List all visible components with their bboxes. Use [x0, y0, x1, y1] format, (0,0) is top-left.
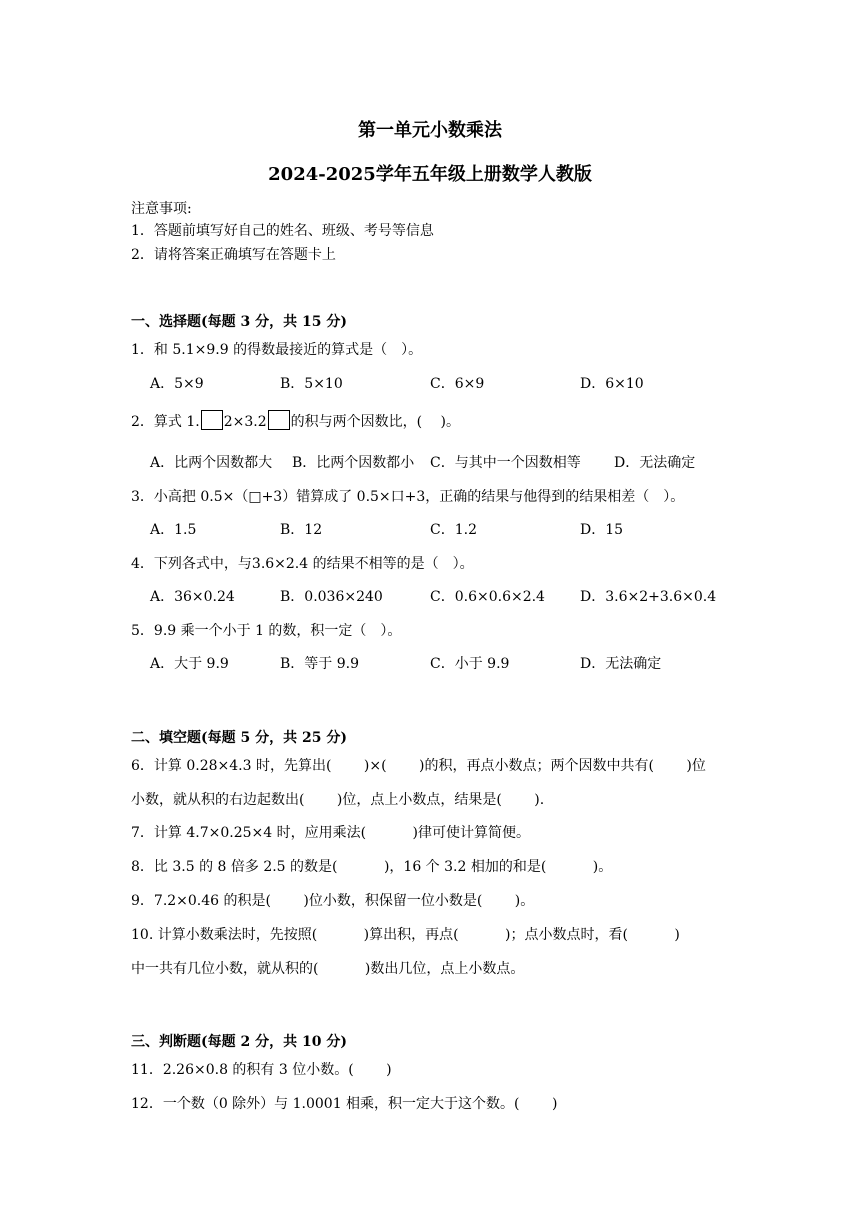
- q3-option-d: D．15: [580, 522, 624, 538]
- notes-heading: 注意事项:: [131, 201, 192, 217]
- q2-option-a: A．比两个因数都大: [150, 455, 273, 471]
- question-1: 1．和 5.1×9.9 的得数最接近的算式是（ ）。: [131, 342, 423, 358]
- q2-option-d: D．无法确定: [614, 455, 696, 471]
- q5-option-a: A．大于 9.9: [150, 656, 229, 672]
- section-heading-judge: 三、判断题(每题 2 分，共 10 分): [131, 1034, 347, 1050]
- question-2: [131, 410, 460, 431]
- q2-option-b: B．比两个因数都小: [292, 455, 415, 471]
- question-7: 7．计算 4.7×0.25×4 时，应用乘法( )律可使计算简便。: [131, 825, 530, 841]
- question-8: 8．比 3.5 的 8 倍多 2.5 的数是( )，16 个 3.2 相加的和是( )。: [131, 859, 613, 875]
- question-11: 11．2.26×0.8 的积有 3 位小数。( ): [131, 1062, 392, 1078]
- q4-option-a: A．36×0.24: [150, 589, 235, 605]
- section-heading-fill: 二、填空题(每题 5 分，共 25 分): [131, 730, 347, 746]
- question-6-line-2: 小数，就从积的右边起数出( )位，点上小数点，结果是( ).: [131, 792, 545, 808]
- question-6-line-1: 6．计算 0.28×4.3 时，先算出( )×( )的积，再点小数点；两个因数中共有( )位: [131, 758, 706, 774]
- q4-option-c: C．0.6×0.6×2.4: [430, 589, 545, 605]
- page-title: 第一单元小数乘法: [358, 120, 502, 141]
- note-item: 2．请将答案正确填写在答题卡上: [131, 247, 336, 263]
- page-subtitle: 2024-2025学年五年级上册数学人教版: [268, 164, 592, 185]
- section-heading-choice: 一、选择题(每题 3 分，共 15 分): [131, 314, 347, 330]
- q1-option-d: D．6×10: [580, 376, 644, 392]
- question-9: 9．7.2×0.46 的积是( )位小数，积保留一位小数是( )。: [131, 893, 535, 909]
- blank-box: [201, 410, 223, 430]
- question-12: 12．一个数（0 除外）与 1.0001 相乘，积一定大于这个数。( ): [131, 1096, 558, 1112]
- q1-option-c: C．6×9: [430, 376, 485, 392]
- blank-box: [268, 410, 290, 430]
- question-4: 4．下列各式中，与3.6×2.4 的结果不相等的是（ ）。: [131, 556, 474, 572]
- q5-option-c: C．小于 9.9: [430, 656, 510, 672]
- q2-suffix: 的积与两个因数比，( )。: [290, 414, 460, 430]
- q1-option-b: B．5×10: [280, 376, 343, 392]
- q5-option-d: D．无法确定: [580, 656, 662, 672]
- q1-option-a: A．5×9: [150, 376, 204, 392]
- question-10-line-1: 10. 计算小数乘法时，先按照( )算出积，再点( )；点小数点时，看( ): [131, 927, 680, 943]
- q2-mid: 2×3.2: [223, 414, 267, 430]
- note-item: 1．答题前填写好自己的姓名、班级、考号等信息: [131, 223, 434, 239]
- question-5: 5．9.9 乘一个小于 1 的数，积一定（ ）。: [131, 623, 402, 639]
- q4-option-d: D．3.6×2+3.6×0.4: [580, 589, 717, 605]
- q4-option-b: B．0.036×240: [280, 589, 383, 605]
- q3-option-b: B．12: [280, 522, 323, 538]
- q3-option-c: C．1.2: [430, 522, 477, 538]
- question-10-line-2: 中一共有几位小数，就从积的( )数出几位，点上小数点。: [131, 961, 525, 977]
- question-3: 3．小高把 0.5×（□+3）错算成了 0.5×口+3，正确的结果与他得到的结果相差（ ）。: [131, 489, 685, 505]
- q5-option-b: B．等于 9.9: [280, 656, 360, 672]
- q2-prefix: 2．算式 1.: [131, 414, 200, 430]
- q3-option-a: A．1.5: [150, 522, 197, 538]
- q2-option-c: C．与其中一个因数相等: [430, 455, 581, 471]
